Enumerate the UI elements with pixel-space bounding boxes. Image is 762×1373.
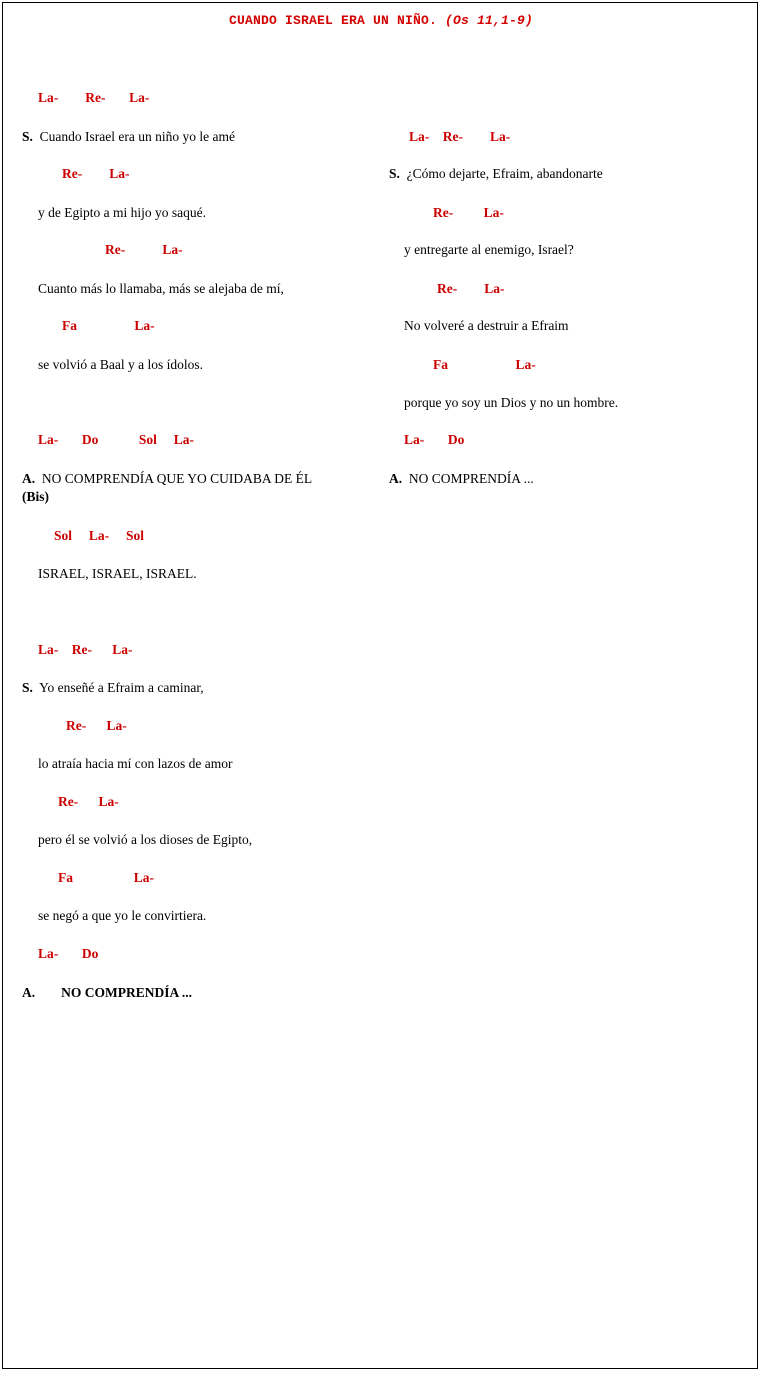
lyric-line <box>22 129 235 145</box>
assembly-label: A. <box>389 471 403 486</box>
soloist-label: S. <box>22 129 33 144</box>
chord-line: La- Do Sol La- <box>38 432 195 447</box>
lyric-line <box>22 680 204 696</box>
chord-line: La- Re- La- <box>409 129 511 144</box>
chord-line: La- Re- La- <box>38 90 150 105</box>
chord-line: La- Do <box>38 946 99 961</box>
lyric-line: Cuanto más lo llamaba, más se alejaba de mí, <box>38 281 284 296</box>
chorus-line: ISRAEL, ISRAEL, ISRAEL. <box>38 566 197 581</box>
chorus-text: NO COMPRENDÍA ... <box>61 985 192 1000</box>
bis-label: (Bis) <box>22 489 49 504</box>
assembly-label: A. <box>22 985 36 1000</box>
chord-line: Fa La- <box>433 357 536 372</box>
chord-line: Re- La- <box>105 242 183 257</box>
chord-line: Fa La- <box>62 318 155 333</box>
lyric-line: lo atraía hacia mí con lazos de amor <box>38 756 233 771</box>
chord-line: Fa La- <box>58 870 154 885</box>
lyric-text: Yo enseñé a Efraim a caminar, <box>39 680 204 695</box>
lyric-line <box>389 166 603 182</box>
lyric-line: se negó a que yo le convirtiera. <box>38 908 207 923</box>
soloist-label: S. <box>22 680 33 695</box>
lyric-line: y de Egipto a mi hijo yo saqué. <box>38 205 206 220</box>
assembly-label: A. <box>22 471 36 486</box>
chorus-line <box>22 471 312 487</box>
chord-line: Re- La- <box>66 718 127 733</box>
lyric-line: pero él se volvió a los dioses de Egipto, <box>38 832 253 847</box>
chorus-text: NO COMPRENDÍA ... <box>408 471 534 486</box>
title-main: CUANDO ISRAEL ERA UN NIÑO. <box>228 13 437 28</box>
chord-line: Re- La- <box>433 205 504 220</box>
chorus-text: NO COMPRENDÍA QUE YO CUIDABA DE ÉL <box>41 471 313 486</box>
lyric-line: se volvió a Baal y a los ídolos. <box>38 357 203 372</box>
song-title <box>0 13 762 28</box>
chord-line: Sol La- Sol <box>54 528 145 543</box>
chord-line: La- Do <box>404 432 465 447</box>
chorus-reprise <box>22 985 192 1001</box>
title-reference: (Os 11,1-9) <box>445 13 534 28</box>
lyric-text: ¿Cómo dejarte, Efraim, abandonarte <box>406 166 603 181</box>
chord-line: La- Re- La- <box>38 642 133 657</box>
chord-line: Re- La- <box>58 794 119 809</box>
soloist-label: S. <box>389 166 400 181</box>
chord-line: Re- La- <box>437 281 505 296</box>
lyric-line: No volveré a destruir a Efraim <box>404 318 569 333</box>
chord-line: Re- La- <box>62 166 130 181</box>
lyric-line: y entregarte al enemigo, Israel? <box>404 242 574 257</box>
lyric-line: porque yo soy un Dios y no un hombre. <box>404 395 619 410</box>
lyric-text: Cuando Israel era un niño yo le amé <box>39 129 235 144</box>
chorus-reprise <box>389 471 534 487</box>
